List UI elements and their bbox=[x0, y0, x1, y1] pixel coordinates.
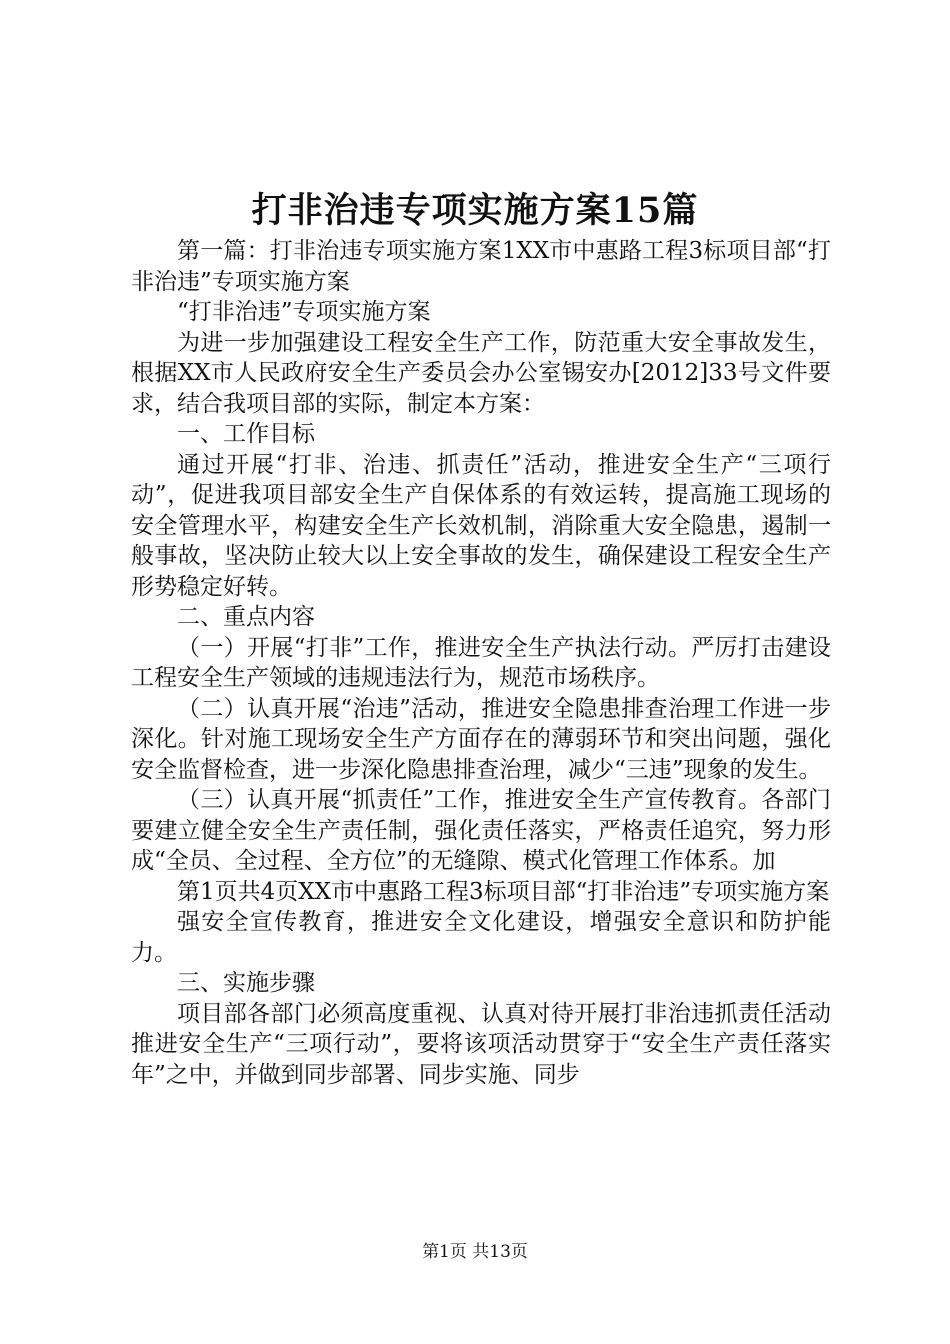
paragraph: 第一篇：打非治违专项实施方案1XX市中惠路工程3标项目部“打非治违”专项实施方案 bbox=[131, 238, 831, 295]
paragraph: 强安全宣传教育，推进安全文化建设，增强安全意识和防护能力。 bbox=[131, 909, 831, 966]
paragraph: 为进一步加强建设工程安全生产工作，防范重大安全事故发生，根据XX市人民政府安全生产委员会办公室锡安办[2012]33号文件要求，结合我项目部的实际，制定本方案： bbox=[131, 329, 831, 417]
document-title: 打非治违专项实施方案15篇 bbox=[251, 190, 699, 231]
paragraph: 项目部各部门必须高度重视、认真对待开展打非治违抓责任活动推进安全生产“三项行动”，要将该项活动贯穿于“安全生产责任落实年”之中，并做到同步部署、同步实施、同步 bbox=[131, 1000, 831, 1088]
section-heading: 二、重点内容 bbox=[177, 604, 315, 630]
page-break-note: 第1页共4页XX市中惠路工程3标项目部“打非治违”专项实施方案 bbox=[177, 878, 830, 905]
paragraph: （二）认真开展“治违”活动，推进安全隐患排查治理工作进一步深化。针对施工现场安全生产方面存在的薄弱环节和突出问题，强化安全监督检查，进一步深化隐患排查治理，减少“三违”现象的发生。 bbox=[131, 695, 831, 783]
section-heading: 一、工作目标 bbox=[177, 421, 315, 447]
document-body bbox=[131, 236, 831, 1090]
paragraph: （三）认真开展“抓责任”工作，推进安全生产宣传教育。各部门要建立健全安全生产责任制，强化责任落实，严格责任追究，努力形成“全员、全过程、全方位”的无缝隙、模式化管理工作体系。加 bbox=[131, 787, 831, 874]
paragraph: （一）开展“打非”工作，推进安全生产执法行动。严厉打击建设工程安全生产领域的违规违法行为，规范市场秩序。 bbox=[131, 634, 831, 691]
paragraph: “打非治违”专项实施方案 bbox=[177, 299, 431, 325]
page-footer: 第1页 共13页 bbox=[422, 1242, 528, 1262]
section-heading: 三、实施步骤 bbox=[177, 970, 315, 996]
paragraph: 通过开展“打非、治违、抓责任”活动，推进安全生产“三项行动”，促进我项目部安全生产自保体系的有效运转，提高施工现场的安全管理水平，构建安全生产长效机制，消除重大安全隐患，遏制一般事故，坚决防止较大以上安全事故的发生，确保建设工程安全生产形势稳定好转。 bbox=[131, 451, 831, 600]
